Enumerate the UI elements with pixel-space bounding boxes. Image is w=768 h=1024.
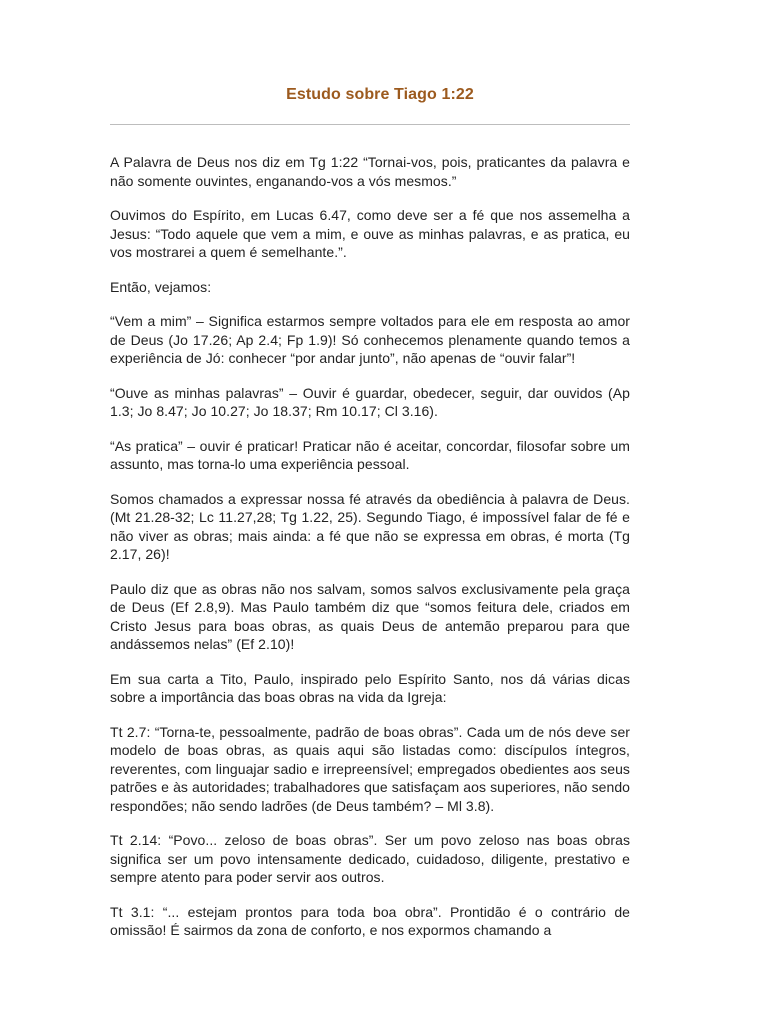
- paragraph-paulo: Paulo diz que as obras não nos salvam, somos salvos exclusivamente pela graça de Deus (Ef 2.8,9). Mas Paulo também diz que “somos feitura dele, criados em Cristo Jesus para boas obras, as quais Deus de antemão preparou para que andássemos nelas” (Ef 2.10)!: [110, 580, 630, 652]
- paragraph-tito: Em sua carta a Tito, Paulo, inspirado pelo Espírito Santo, nos dá várias dicas sobre a importância das boas obras na vida da Igreja:: [110, 670, 630, 705]
- title-divider: [110, 124, 630, 125]
- paragraph-vem-a-mim: “Vem a mim” – Significa estarmos sempre voltados para ele em resposta ao amor de Deus (Jo 17.26; Ap 2.4; Fp 1.9)! Só conhecemos plenamente quando temos a experiência de Jó: conhecer “por andar junto”, não apenas de “ouvir falar”!: [110, 313, 630, 366]
- paragraph-tt-3-1: Tt 3.1: “... estejam prontos para toda boa obra”. Prontidão é o contrário de omissão! É sairmos da zona de conforto, e nos expormos chamando a: [110, 903, 630, 938]
- paragraph-intro: A Palavra de Deus nos diz em Tg 1:22 “Tornai-vos, pois, praticantes da palavra e não somente ouvintes, enganando-vos a vós mesmos.”: [110, 154, 630, 189]
- paragraph-tt-2-14: Tt 2.14: “Povo... zeloso de boas obras”. Ser um povo zeloso nas boas obras significa ser um povo intensamente dedicado, cuidadoso, diligente, prestativo e sempre atento para poder servir aos outros.: [110, 832, 630, 885]
- paragraph-pratica: “As pratica” – ouvir é praticar! Praticar não é aceitar, concordar, filosofar sobre um assunto, mas torna-lo uma experiência pessoal.: [110, 437, 630, 472]
- paragraph-obediencia: Somos chamados a expressar nossa fé através da obediência à palavra de Deus. (Mt 21.28-32; Lc 11.27,28; Tg 1.22, 25). Segundo Tiago, é impossível falar de fé e não viver as obras; mais ainda: a fé que não se expressa em obras, é morta (Tg 2.17, 26)!: [110, 490, 630, 562]
- page-title: Estudo sobre Tiago 1:22: [286, 86, 474, 103]
- paragraph-ouve: “Ouve as minhas palavras” – Ouvir é guardar, obedecer, seguir, dar ouvidos (Ap 1.3; Jo 8.47; Jo 10.27; Jo 18.37; Rm 10.17; Cl 3.16).: [110, 384, 630, 419]
- paragraph-tt-2-7: Tt 2.7: “Torna-te, pessoalmente, padrão de boas obras”. Cada um de nós deve ser modelo de boas obras, as quais aqui são listadas como: discípulos íntegros, reverentes, com linguajar sadio e irrepreensível; empregados obedientes aos seus patrões e às autoridades; trabalhadores que satisfaçam aos superiores, não sendo respondões; não sendo ladrões (de Deus também? – Ml 3.8).: [110, 723, 630, 814]
- paragraph-luke: Ouvimos do Espírito, em Lucas 6.47, como deve ser a fé que nos assemelha a Jesus: “Todo aquele que vem a mim, e ouve as minhas palavras, e as pratica, eu vos mostrarei a quem é semelhante.”.: [110, 207, 630, 260]
- paragraph-vejamos: Então, vejamos:: [110, 278, 212, 295]
